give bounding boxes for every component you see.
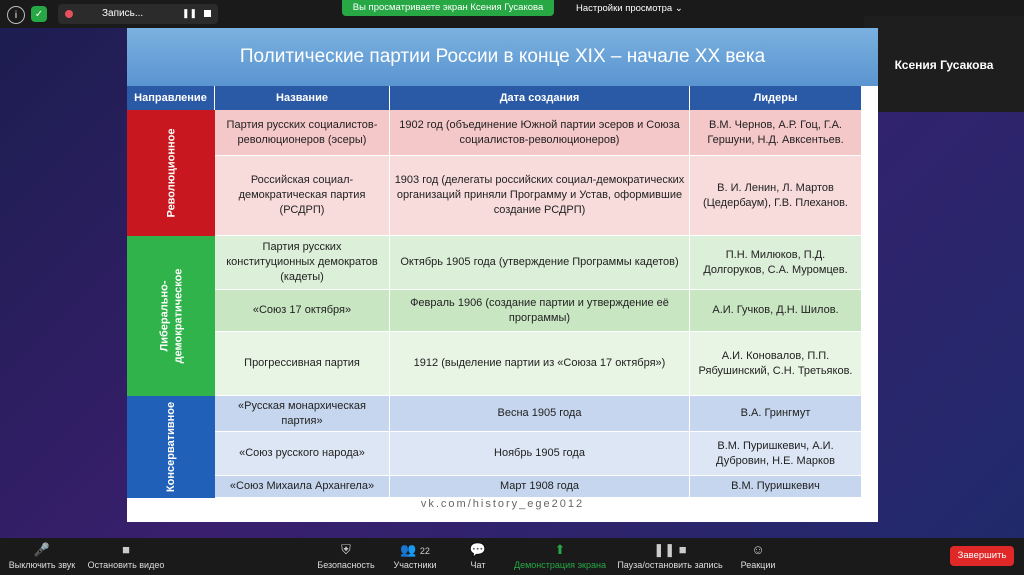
mute-button[interactable]: 🎤 Выключить звук (4, 538, 80, 575)
share-banner: Вы просматриваете экран Ксения Гусакова (342, 0, 554, 16)
direction-liberal: Либерально- демократическое (127, 236, 215, 396)
participants-icon: 👥 22 (400, 542, 430, 557)
table-row-cell: Весна 1905 года (390, 396, 690, 432)
pause-icon[interactable]: ❚❚ (182, 8, 198, 18)
shield-icon[interactable]: ✓ (31, 6, 47, 22)
chat-icon: 💬 (469, 542, 487, 557)
chat-button[interactable]: 💬 Чат (462, 538, 494, 575)
table-row-cell: Октябрь 1905 года (утверждение Программы кадетов) (390, 236, 690, 290)
table-row-cell: Партия русских социалистов-революционеров (эсеры) (215, 110, 390, 156)
camera-icon: ■ (122, 542, 130, 557)
pause-stop-icon: ❚❚ ■ (653, 542, 687, 557)
reactions-button[interactable]: ☺ Реакции (736, 538, 780, 575)
slide-title: Политические партии России в конце XIX – начале XX века (127, 28, 878, 86)
recording-indicator (58, 4, 218, 24)
table-row-cell: В.М. Пуришкевич (690, 476, 862, 498)
stop-icon[interactable] (204, 10, 211, 17)
video-button[interactable]: ■ Остановить видео (84, 538, 168, 575)
participants-button[interactable]: 👥 22 Участники (390, 538, 440, 575)
shield-icon: ⛨ (341, 542, 351, 557)
table-row-cell: Прогрессивная партия (215, 332, 390, 396)
header-date: Дата создания (390, 86, 690, 110)
header-name: Название (215, 86, 390, 110)
table-row-cell: Российская социал-демократическая партия (РСДРП) (215, 156, 390, 236)
table-row-cell: В.А. Грингмут (690, 396, 862, 432)
table-row-cell: Партия русских конституционных демократов (кадеты) (215, 236, 390, 290)
table-row-cell: «Союз Михаила Архангела» (215, 476, 390, 498)
shared-screen-slide (127, 28, 878, 522)
slide-watermark: vk.com/history_ege2012 (420, 498, 585, 510)
emoji-icon: ☺ (751, 542, 765, 557)
direction-conservative: Консервативное (127, 396, 215, 498)
table-row-cell: «Русская монархическая партия» (215, 396, 390, 432)
meeting-toolbar (0, 538, 1024, 575)
view-settings-button[interactable]: Настройки просмотра ⌄ (576, 3, 683, 14)
table-row-cell: 1912 (выделение партии из «Союза 17 октября») (390, 332, 690, 396)
info-icon[interactable]: i (7, 6, 25, 24)
security-button[interactable]: ⛨ Безопасность (314, 538, 378, 575)
participant-name: Ксения Гусакова (894, 58, 994, 72)
table-row-cell: 1902 год (объединение Южной партии эсеров и Союза социалистов-революционеров) (390, 110, 690, 156)
participant-video-tile[interactable] (864, 16, 1024, 112)
recording-label: Запись... (102, 8, 144, 19)
table-row-cell: Март 1908 года (390, 476, 690, 498)
direction-revolutionary: Революционное (127, 110, 215, 236)
table-row-cell: В.М. Чернов, А.Р. Гоц, Г.А. Гершуни, Н.Д. Авксентьев. (690, 110, 862, 156)
table-row-cell: В.М. Пуришкевич, А.И. Дубровин, Н.Е. Марков (690, 432, 862, 476)
microphone-icon: 🎤 (33, 542, 51, 557)
share-screen-button[interactable]: ⬆ Демонстрация экрана (512, 538, 608, 575)
table-row-cell: Ноябрь 1905 года (390, 432, 690, 476)
share-screen-icon: ⬆ (554, 542, 566, 557)
table-row-cell: Февраль 1906 (создание партии и утверждение её программы) (390, 290, 690, 332)
table-row-cell: 1903 год (делегаты российских социал-демократических организаций приняли Программу и Устав, оформившие создание РСДРП) (390, 156, 690, 236)
record-control-button[interactable]: ❚❚ ■ Пауза/остановить запись (614, 538, 726, 575)
record-dot-icon (65, 10, 73, 18)
header-direction: Направление (127, 86, 215, 110)
table-row-cell: «Союз русского народа» (215, 432, 390, 476)
header-leaders: Лидеры (690, 86, 862, 110)
table-row-cell: В. И. Ленин, Л. Мартов (Цедербаум), Г.В. Плеханов. (690, 156, 862, 236)
table-row-cell: А.И. Гучков, Д.Н. Шилов. (690, 290, 862, 332)
end-meeting-button[interactable]: Завершить (950, 546, 1014, 566)
table-row-cell: А.И. Коновалов, П.П. Рябушинский, С.Н. Третьяков. (690, 332, 862, 396)
table-row-cell: «Союз 17 октября» (215, 290, 390, 332)
table-row-cell: П.Н. Милюков, П.Д. Долгоруков, С.А. Муромцев. (690, 236, 862, 290)
